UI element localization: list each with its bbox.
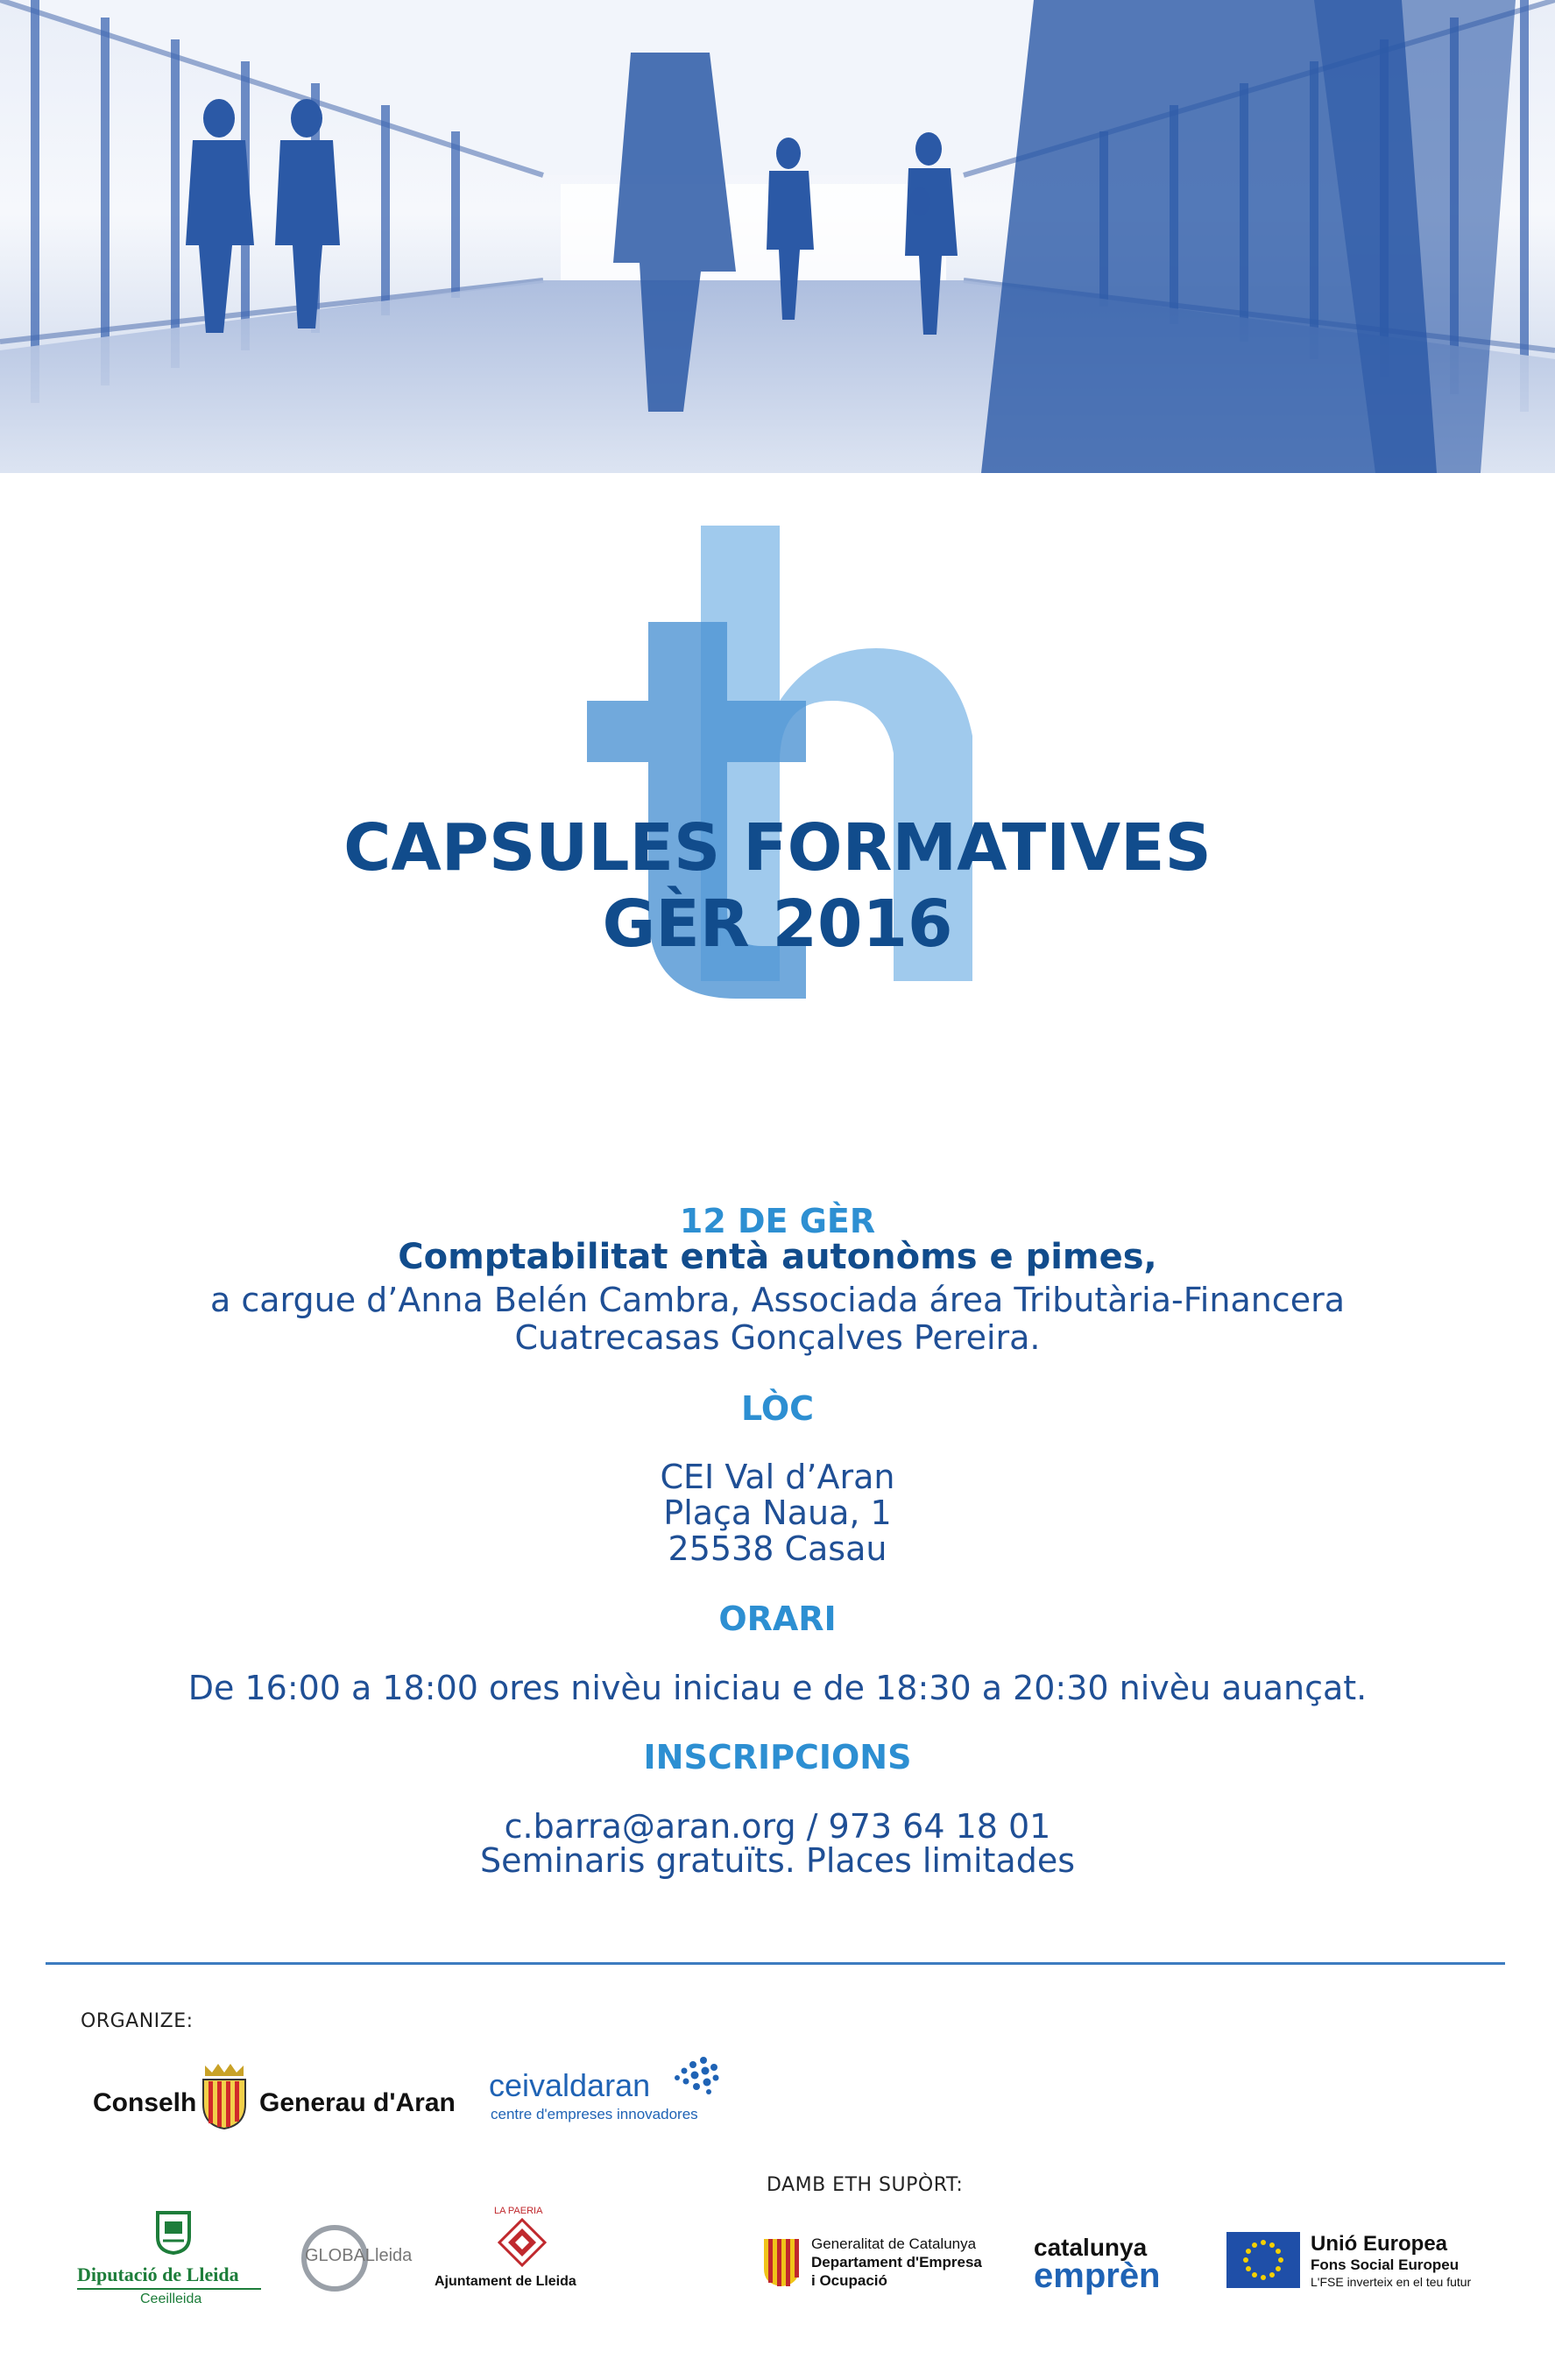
diputacio-lleida-logo bbox=[77, 2209, 270, 2306]
corridor-image bbox=[0, 0, 1555, 473]
ceival-name: ceivaldaran bbox=[489, 2067, 651, 2103]
location-heading: LÒC bbox=[740, 1389, 815, 1428]
support-label: DAMB ETH SUPÒRT: bbox=[767, 2174, 964, 2196]
paeria-top: LA PAERIA bbox=[494, 2206, 543, 2216]
conselh-text-right: Generau d'Aran bbox=[259, 2088, 456, 2117]
course-name: Comptabilitat entà autonòms e pimes, bbox=[398, 1237, 1157, 1277]
ue-line-2: Fons Social Europeu bbox=[1311, 2256, 1460, 2273]
diputacio-emblem-icon bbox=[154, 2209, 193, 2255]
ajuntament-name: Ajuntament de Lleida bbox=[435, 2274, 576, 2289]
diputacio-name: Diputació de Lleida bbox=[77, 2263, 239, 2285]
speaker-line-2: Cuatrecasas Gonçalves Pereira. bbox=[514, 1318, 1041, 1357]
registration-contact: c.barra@aran.org / 973 64 18 01 bbox=[504, 1807, 1051, 1846]
paeria-emblem-icon bbox=[498, 2218, 547, 2267]
aran-coat-of-arms-icon bbox=[200, 2062, 249, 2130]
gencat-line-1: Generalitat de Catalunya bbox=[811, 2235, 977, 2252]
gencat-emblem-icon bbox=[762, 2237, 801, 2288]
unio-europea-logo bbox=[1226, 2232, 1507, 2293]
dot-globe-icon bbox=[668, 2052, 721, 2095]
ceivaldaran-logo bbox=[489, 2052, 725, 2130]
gencat-line-2: Departament d'Empresa bbox=[811, 2254, 982, 2271]
footer-divider bbox=[46, 1962, 1505, 1965]
speaker-line-1: a cargue d’Anna Belén Cambra, Associada área Tributària-Financera bbox=[209, 1281, 1345, 1319]
conselh-generau-logo bbox=[93, 2062, 461, 2132]
registration-heading: INSCRIPCIONS bbox=[643, 1738, 912, 1776]
diputacio-underline bbox=[77, 2288, 261, 2290]
title-line-1: CAPSULES FORMATIVES bbox=[343, 810, 1212, 886]
catalunya-empren-logo bbox=[1034, 2234, 1209, 2304]
organize-label: ORGANIZE: bbox=[81, 2010, 194, 2032]
diputacio-sub: Ceeilleida bbox=[140, 2292, 202, 2306]
conselh-text-left: Conselh bbox=[93, 2088, 197, 2117]
registration-note: Seminaris gratuïts. Places limitades bbox=[479, 1841, 1075, 1880]
catalunya-text: catalunya bbox=[1034, 2234, 1148, 2261]
title-line-2: GÈR 2016 bbox=[602, 886, 953, 962]
header-photo bbox=[0, 0, 1555, 473]
schedule-text: De 16:00 a 18:00 ores nivèu iniciau e de 18:30 a 20:30 nivèu auançat. bbox=[187, 1669, 1368, 1707]
ajuntament-lleida-logo bbox=[435, 2206, 610, 2293]
gencat-logo bbox=[762, 2235, 1016, 2297]
location-line-3: 25538 Casau bbox=[668, 1529, 887, 1568]
location-line-2: Plaça Naua, 1 bbox=[663, 1494, 892, 1532]
global-text: GLOBALleida bbox=[305, 2246, 413, 2265]
location-line-1: CEI Val d’Aran bbox=[660, 1458, 895, 1496]
ue-line-3: L'FSE inverteix en el teu futur bbox=[1311, 2275, 1472, 2289]
empren-text: emprèn bbox=[1034, 2256, 1161, 2295]
ceival-tagline: centre d'empreses innovadores bbox=[491, 2106, 698, 2122]
event-date: 12 DE GÈR bbox=[679, 1202, 876, 1240]
schedule-heading: ORARI bbox=[718, 1600, 837, 1638]
eu-flag-icon bbox=[1226, 2232, 1300, 2288]
gencat-line-3: i Ocupació bbox=[811, 2272, 887, 2289]
ue-line-1: Unió Europea bbox=[1311, 2232, 1448, 2256]
globalleida-logo bbox=[300, 2223, 422, 2293]
